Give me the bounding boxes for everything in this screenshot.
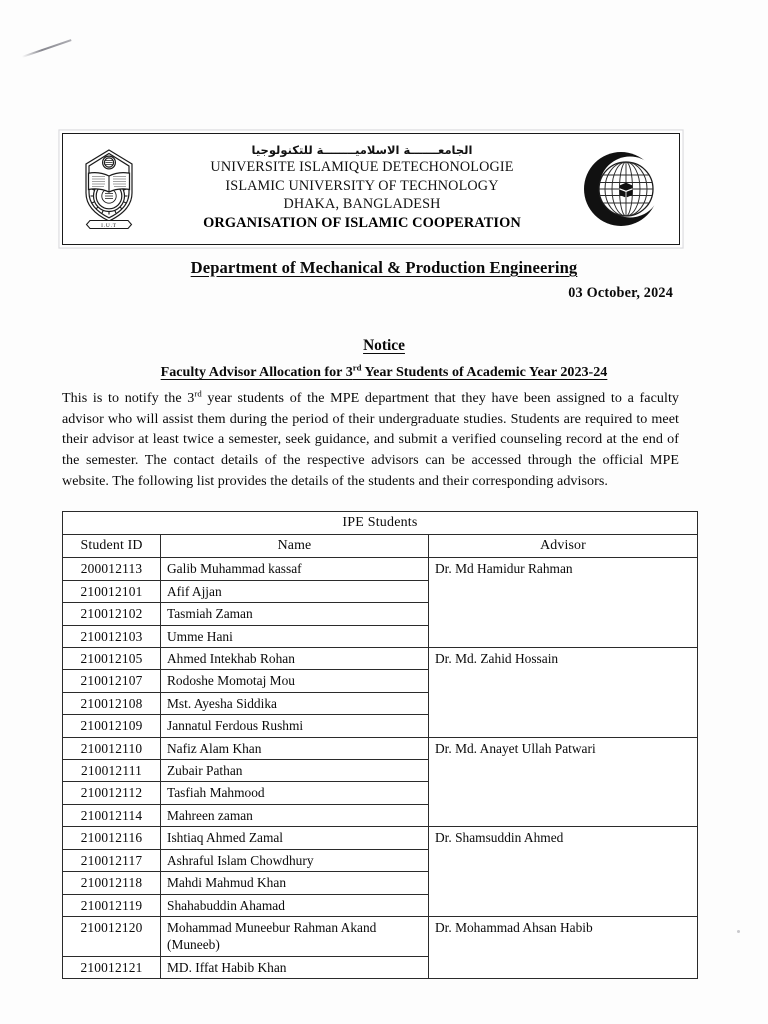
- cell-student-id: 210012116: [63, 827, 161, 849]
- cell-advisor: Dr. Mohammad Ahsan Habib: [429, 917, 698, 979]
- department-title-text: Department of Mechanical & Production Engineering: [190, 258, 578, 277]
- cell-student-id: 210012101: [63, 580, 161, 602]
- scan-artifact-mark: [22, 39, 72, 57]
- student-roster-table: [62, 511, 698, 979]
- cell-student-id: 210012117: [63, 849, 161, 871]
- cell-student-name: Afif Ajjan: [161, 580, 429, 602]
- cell-student-id: 210012110: [63, 737, 161, 759]
- cell-student-id: 210012108: [63, 692, 161, 714]
- cell-student-name: Mahdi Mahmud Khan: [161, 872, 429, 894]
- cell-student-id: 210012114: [63, 804, 161, 826]
- letterhead-line-organisation: ORGANISATION OF ISLAMIC COOPERATION: [203, 215, 521, 232]
- cell-advisor: Dr. Md Hamidur Rahman: [429, 558, 698, 648]
- column-header-advisor: Advisor: [429, 535, 698, 558]
- table-row: [63, 827, 698, 849]
- department-title: [0, 258, 768, 278]
- cell-student-name-line2: (Muneeb): [167, 937, 220, 953]
- cell-advisor: Dr. Md. Anayet Ullah Patwari: [429, 737, 698, 827]
- cell-advisor: Dr. Shamsuddin Ahmed: [429, 827, 698, 917]
- cell-student-name: Ashraful Islam Chowdhury: [161, 849, 429, 871]
- body-text-post: year students of the MPE department that they have been assigned to a faculty advisor who will assist them during the period of their undergraduate studies. Students are required to meet their advisor at least twice a semester, seek guidance, and submit a verified counseling record at the end of the semester. The contact details of the respective advisors can be accessed through the official MPE website. The following list provides the details of the students and their corresponding advisors.: [62, 390, 680, 489]
- notice-body-paragraph: [62, 388, 679, 492]
- cell-student-id: 210012120: [63, 917, 161, 957]
- letterhead-banner: [62, 133, 680, 245]
- table-body: [63, 558, 698, 979]
- cell-student-name: Zubair Pathan: [161, 760, 429, 782]
- cell-student-id: 210012103: [63, 625, 161, 647]
- column-header-student-id: Student ID: [63, 535, 161, 558]
- table-header-row: [63, 535, 698, 558]
- cell-student-id: 210012105: [63, 647, 161, 669]
- iut-crest-ribbon-text: I.U.T: [101, 223, 117, 229]
- cell-student-id: 200012113: [63, 558, 161, 580]
- cell-student-name: Mohammad Muneebur Rahman Akand (Muneeb): [161, 917, 429, 957]
- scan-artifact-dot: [737, 930, 740, 933]
- cell-student-name: Rodoshe Momotaj Mou: [161, 670, 429, 692]
- letterhead-arabic-line: الجامعـــــــة الاسلاميــــــــة للتكنولوجيا: [251, 142, 473, 157]
- notice-heading: [0, 337, 768, 355]
- cell-student-id: 210012107: [63, 670, 161, 692]
- cell-student-id: 210012111: [63, 760, 161, 782]
- iut-crest-logo-container: [63, 147, 155, 231]
- table-row: [63, 558, 698, 580]
- notice-subtitle-post: Year Students of Academic Year 2023-24: [361, 364, 608, 380]
- letterhead-line-english: ISLAMIC UNIVERSITY OF TECHNOLOGY: [225, 177, 499, 194]
- notice-date: 03 October, 2024: [568, 285, 673, 301]
- oic-globe-crescent-icon: [580, 149, 668, 229]
- cell-student-name: Shahabuddin Ahamad: [161, 894, 429, 916]
- column-header-name: Name: [161, 535, 429, 558]
- cell-student-name: Tasmiah Zaman: [161, 603, 429, 625]
- cell-student-id: 210012121: [63, 956, 161, 978]
- cell-student-name: Mst. Ayesha Siddika: [161, 692, 429, 714]
- student-roster-table-container: [62, 511, 698, 979]
- cell-student-name: Nafiz Alam Khan: [161, 737, 429, 759]
- table-row: [63, 647, 698, 669]
- letterhead-line-french: UNIVERSITE ISLAMIQUE DETECHONOLOGIE: [210, 158, 514, 175]
- body-text-pre: This is to notify the 3: [62, 390, 195, 406]
- oic-logo-container: [569, 149, 679, 229]
- table-banner-row: [63, 512, 698, 535]
- cell-student-name: MD. Iffat Habib Khan: [161, 956, 429, 978]
- cell-student-name: Umme Hani: [161, 625, 429, 647]
- table-banner-title: IPE Students: [63, 512, 698, 535]
- body-text-ordinal: rd: [194, 388, 202, 399]
- cell-student-id: 210012112: [63, 782, 161, 804]
- cell-student-name: Mahreen zaman: [161, 804, 429, 826]
- notice-subtitle: [0, 364, 768, 381]
- letterhead-line-location: DHAKA, BANGLADESH: [283, 196, 441, 213]
- cell-student-id: 210012118: [63, 872, 161, 894]
- notice-subtitle-ordinal: rd: [352, 362, 362, 373]
- cell-student-id: 210012119: [63, 894, 161, 916]
- cell-student-name: Ishtiaq Ahmed Zamal: [161, 827, 429, 849]
- cell-student-id: 210012102: [63, 603, 161, 625]
- cell-student-name: Tasfiah Mahmood: [161, 782, 429, 804]
- notice-subtitle-pre: Faculty Advisor Allocation for 3: [160, 364, 353, 380]
- cell-student-id: 210012109: [63, 715, 161, 737]
- table-row: [63, 917, 698, 957]
- iut-crest-icon: [78, 147, 140, 231]
- table-row: [63, 737, 698, 759]
- kaaba-icon: [620, 183, 633, 198]
- cell-student-name: Galib Muhammad kassaf: [161, 558, 429, 580]
- letterhead-text-block: [155, 143, 569, 236]
- cell-student-name: Ahmed Intekhab Rohan: [161, 647, 429, 669]
- cell-student-name: Jannatul Ferdous Rushmi: [161, 715, 429, 737]
- cell-advisor: Dr. Md. Zahid Hossain: [429, 647, 698, 737]
- notice-heading-text: Notice: [363, 337, 405, 354]
